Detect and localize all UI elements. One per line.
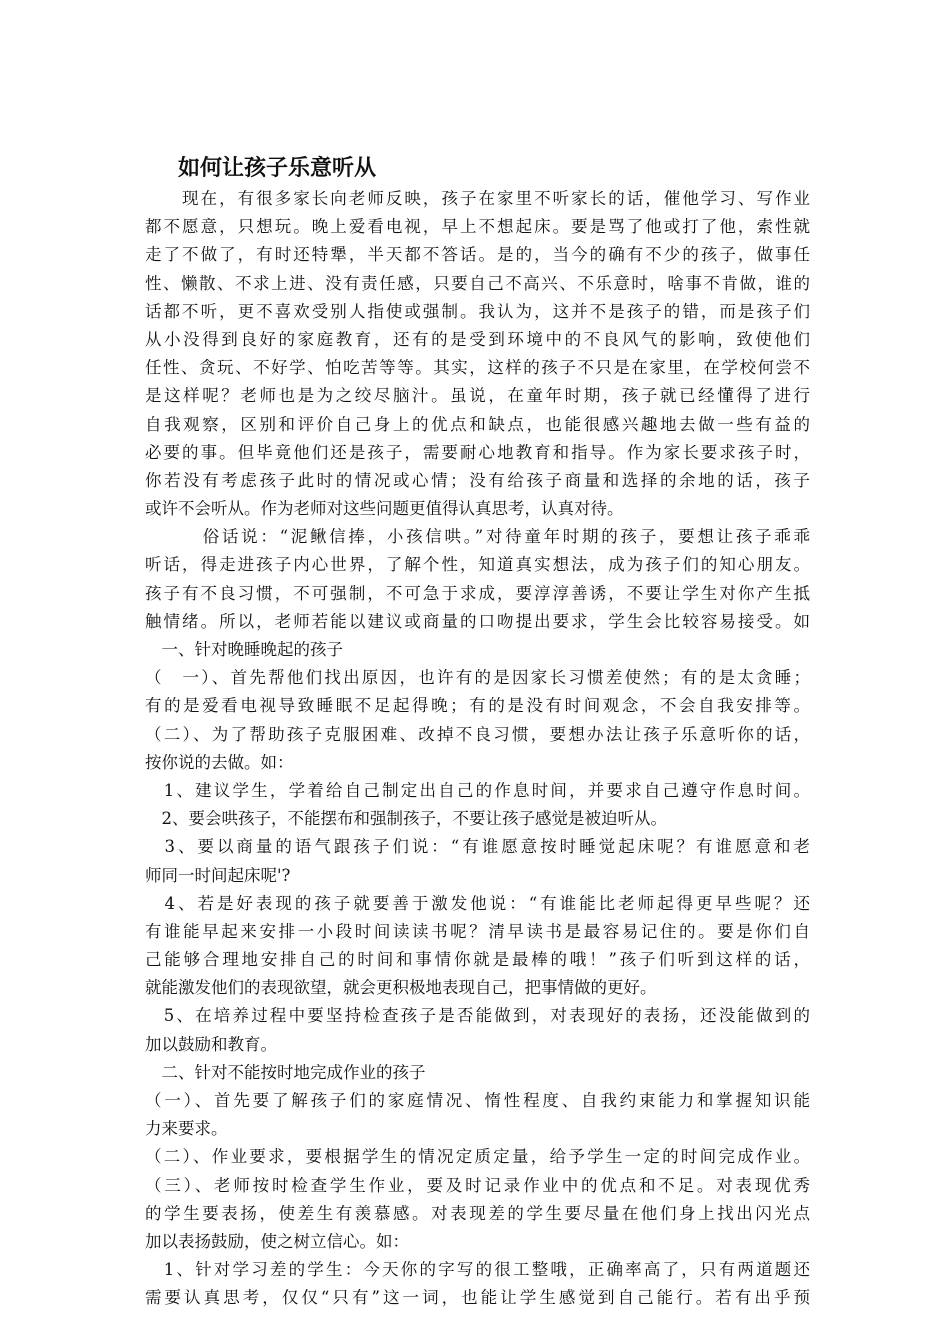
document-body [145,185,810,1313]
text-line: 有谁能早起来安排一小段时间读读书呢？清早读书是最容易记住的。要是你们自 [145,921,810,941]
text-line: 你若没有考虑孩子此时的情况或心情；没有给孩子商量和选择的余地的话，孩子 [145,470,810,490]
text-line: 有的是爱看电视导致睡眠不足起得晚；有的是没有时间观念，不会自我安排等。 [145,696,810,716]
text-line: 4、若是好表现的孩子就要善于激发他说：“有谁能比老师起得更早些呢？还 [145,893,810,913]
text-line: 己能够合理地安排自己的时间和事情你就是最棒的哦！”孩子们听到这样的话， [145,950,810,970]
text-line: 3、要以商量的语气跟孩子们说：“有谁愿意按时睡觉起床呢？有谁愿意和老 [145,837,810,857]
text-line: 力来要求。 [145,1119,228,1139]
text-line: 自我观察，区别和评价自己身上的优点和缺点，也能很感兴趣地去做一些有益的 [145,414,810,434]
text-line: 走了不做了，有时还特犟，半天都不答话。是的，当今的确有不少的孩子，做事任 [145,245,810,265]
text-line: 性、懒散、不求上进、没有责任感，只要自己不高兴、不乐意时，啥事不肯做，谁的 [145,273,810,293]
text-line: 师同一时间起床呢'? [145,865,291,885]
text-line: 孩子有不良习惯，不可强制，不可急于求成，要淳淳善诱，不要让学生对你产生抵 [145,583,810,603]
text-line: 听话，得走进孩子内心世界，了解个性，知道真实想法，成为孩子们的知心朋友。 [145,555,810,575]
text-line: 的学生要表扬，使差生有羡慕感。对表现差的学生要尽量在他们身上找出闪光点 [145,1203,810,1223]
text-line: 现在，有很多家长向老师反映，孩子在家里不听家长的话，催他学习、写作业 [145,189,810,208]
text-line: 一、针对晚睡晚起的孩子 [145,640,343,659]
text-line: 1、针对学习差的学生：今天你的字写的很工整哦，正确率高了，只有两道题还 [145,1260,810,1280]
text-line: 二、针对不能按时地完成作业的孩子 [145,1062,426,1082]
text-line: （二）、作业要求，要根据学生的情况定质定量，给予学生一定的时间完成作业。 [145,1147,810,1167]
text-line: 必要的事。但毕竟他们还是孩子，需要耐心地教育和指导。作为家长要求孩子时， [145,442,810,462]
text-line: 任性、贪玩、不好学、怕吃苦等等。其实，这样的孩子不只是在家里，在学校何尝不 [145,358,810,378]
text-line: 俗话说：“泥鳅信捧，小孩信哄。”对待童年时期的孩子，要想让孩子乖乖 [145,527,810,547]
text-line: 都不愿意，只想玩。晚上爱看电视，早上不想起床。要是骂了他或打了他，索性就 [145,217,810,237]
text-line: 或许不会听从。作为老师对这些问题更值得认真思考，认真对待。 [145,499,624,519]
text-line: 加以表扬鼓励，使之树立信心。如： [145,1231,409,1251]
text-line: 需要认真思考，仅仅“只有”这一词，也能让学生感觉到自己能行。若有出乎预 [145,1288,810,1308]
document-title: 如何让孩子乐意听从 [178,156,377,181]
text-line: 加以鼓励和教育。 [145,1034,277,1054]
text-line: 1、建议学生，学着给自己制定出自己的作息时间，并要求自己遵守作息时间。 [145,780,810,800]
text-line: （一）、首先要了解孩子们的家庭情况、惰性程度、自我约束能力和掌握知识能 [145,1091,810,1110]
text-line: 从小没得到良好的家庭教育，还有的是受到环境中的不良风气的影响，致使他们 [145,329,810,349]
text-line: 按你说的去做。如： [145,752,294,772]
text-line: 话都不听，更不喜欢受别人指使或强制。我认为，这并不是孩子的错，而是孩子们 [145,301,810,321]
text-line: 触情绪。所以，老师若能以建议或商量的口吻提出要求，学生会比较容易接受。如 [145,611,810,631]
text-line: 就能激发他们的表现欲望，就会更积极地表现自己，把事情做的更好。 [145,978,657,998]
text-line: 2、要会哄孩子，不能摆布和强制孩子，不要让孩子感觉是被迫听从。 [145,809,667,829]
text-line: （ 一）、首先帮他们找出原因，也许有的是因家长习惯差使然；有的是太贪睡； [145,668,810,688]
text-line: 5、在培养过程中要坚持检查孩子是否能做到，对表现好的表扬，还没能做到的 [145,1006,810,1026]
text-line: （三）、老师按时检查学生作业，要及时记录作业中的优点和不足。对表现优秀 [145,1175,810,1195]
text-line: （二）、为了帮助孩子克服困难、改掉不良习惯，要想办法让孩子乐意听你的话， [145,724,810,744]
text-line: 是这样呢？老师也是为之绞尽脑汁。虽说，在童年时期，孩子就已经懂得了进行 [145,386,810,406]
